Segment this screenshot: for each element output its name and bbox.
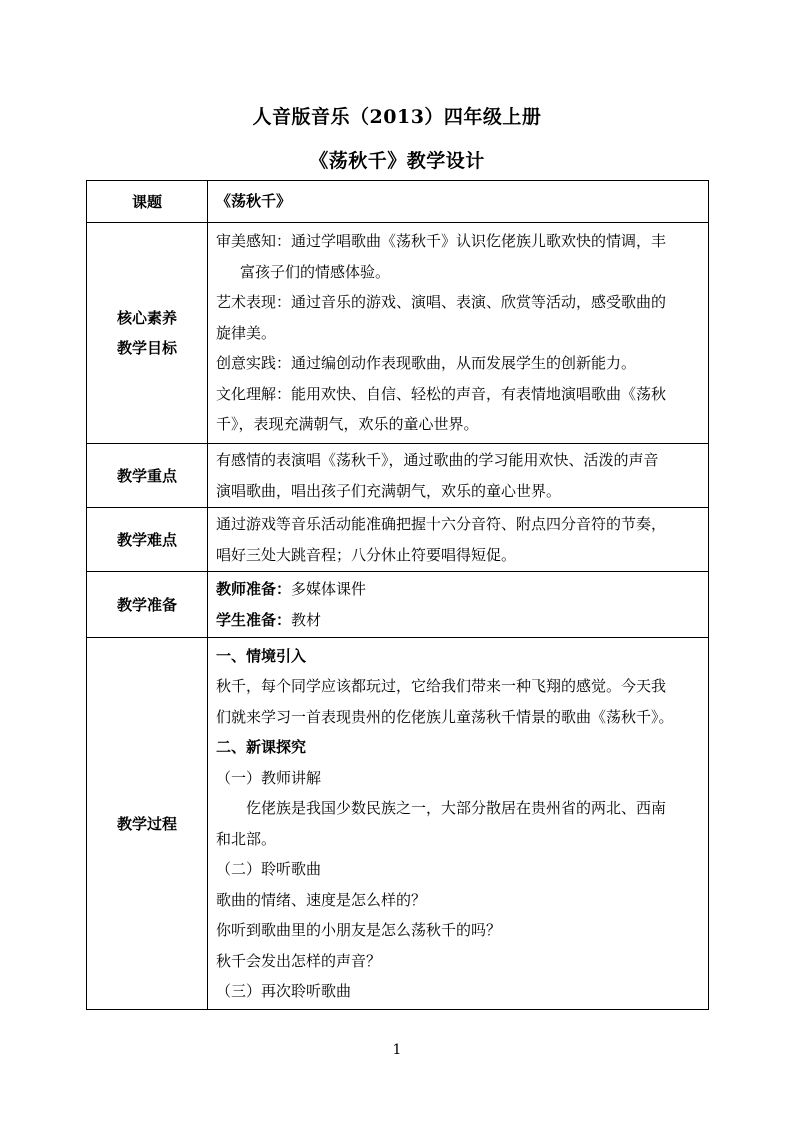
subsection-title: （二）聆听歌曲 bbox=[216, 860, 322, 878]
goal-line: 文化理解：能用欢快、自信、轻松的声音，有表情地演唱歌曲《荡秋 bbox=[216, 384, 667, 403]
goals-label-line2: 教学目标 bbox=[116, 339, 177, 357]
row-label-preparation: 教学准备 bbox=[87, 572, 208, 638]
difficulty-line: 唱好三处大跳音程；八分休止符要唱得短促。 bbox=[216, 545, 517, 564]
difficulties-content bbox=[208, 508, 709, 572]
row-label-goals bbox=[87, 223, 208, 444]
process-line: 们就来学习一首表现贵州的仡佬族儿童荡秋千情景的歌曲《荡秋千》。 bbox=[216, 707, 674, 726]
lesson-plan-table bbox=[86, 180, 709, 1010]
process-line: 秋千会发出怎样的声音？ bbox=[216, 951, 382, 970]
teacher-preparation bbox=[216, 574, 702, 605]
key-point-line: 有感情的表演唱《荡秋千》，通过歌曲的学习能用欢快、活泼的声音 bbox=[216, 451, 659, 469]
process-line: 歌曲的情绪、速度是怎么样的？ bbox=[216, 890, 427, 909]
topic-value bbox=[208, 181, 709, 223]
process-line: 秋千，每个同学应该都玩过，它给我们带来一种飞翔的感觉。今天我 bbox=[216, 677, 667, 695]
section-title bbox=[216, 641, 702, 672]
process-line: 仡佬族是我国少数民族之一，大部分散居在贵州省的两北、西南 bbox=[246, 799, 667, 817]
goal-line: 艺术表现：通过音乐的游戏、演唱、表演、欣赏等活动，感受歌曲的 bbox=[216, 293, 667, 312]
page-number: 1 bbox=[392, 1042, 402, 1058]
topic-text: 《荡秋千》 bbox=[216, 192, 292, 211]
student-prep-label: 学生准备： bbox=[216, 610, 292, 629]
goals-content bbox=[208, 223, 709, 444]
preparation-content bbox=[208, 572, 709, 638]
table-row-topic bbox=[87, 181, 709, 223]
table-row-key-points bbox=[87, 444, 709, 508]
document-subtitle: 《荡秋千》教学设计 bbox=[309, 150, 485, 172]
key-points-content bbox=[208, 444, 709, 508]
process-line: 你听到歌曲里的小朋友是怎么荡秋千的吗？ bbox=[216, 921, 502, 939]
row-label-key-points: 教学重点 bbox=[87, 444, 208, 508]
goal-line: 富孩子们的情感体验。 bbox=[240, 262, 391, 281]
process-content bbox=[208, 638, 709, 1010]
table-row-difficulties bbox=[87, 508, 709, 572]
section1-title: 一、情境引入 bbox=[216, 646, 307, 665]
section2-title: 二、新课探究 bbox=[216, 738, 307, 756]
subsection-title: （三）再次聆听歌曲 bbox=[216, 982, 352, 1000]
subsection-title: （一）教师讲解 bbox=[216, 768, 322, 787]
goal-line: 千》，表现充满朝气，欢乐的童心世界。 bbox=[216, 415, 479, 434]
teacher-prep-label: 教师准备： bbox=[216, 580, 292, 598]
row-label-topic: 课题 bbox=[87, 181, 208, 223]
table-row-goals bbox=[87, 223, 709, 444]
row-label-difficulties: 教学难点 bbox=[87, 508, 208, 572]
student-prep-value: 教材 bbox=[291, 610, 322, 629]
table-row-preparation bbox=[87, 572, 709, 638]
goal-line: 旋律美。 bbox=[216, 323, 277, 342]
section-title bbox=[216, 732, 702, 763]
key-point-line: 演唱歌曲，唱出孩子们充满朝气，欢乐的童心世界。 bbox=[216, 481, 562, 500]
goal-line: 审美感知：通过学唱歌曲《荡秋千》认识仡佬族儿歌欢快的情调，丰 bbox=[216, 232, 667, 251]
row-label-process: 教学过程 bbox=[87, 638, 208, 1010]
teacher-prep-value: 多媒体课件 bbox=[291, 580, 367, 598]
student-preparation bbox=[216, 605, 702, 636]
goals-label-line1: 核心素养 bbox=[116, 309, 177, 327]
document-title: 人音版音乐（2013）四年级上册 bbox=[252, 106, 542, 128]
difficulty-line: 通过游戏等音乐活动能准确把握十六分音符、附点四分音符的节奏， bbox=[216, 515, 667, 533]
goal-line: 创意实践：通过编创动作表现歌曲，从而发展学生的创新能力。 bbox=[216, 354, 637, 373]
process-line: 和北部。 bbox=[216, 829, 277, 848]
table-row-process bbox=[87, 638, 709, 1010]
